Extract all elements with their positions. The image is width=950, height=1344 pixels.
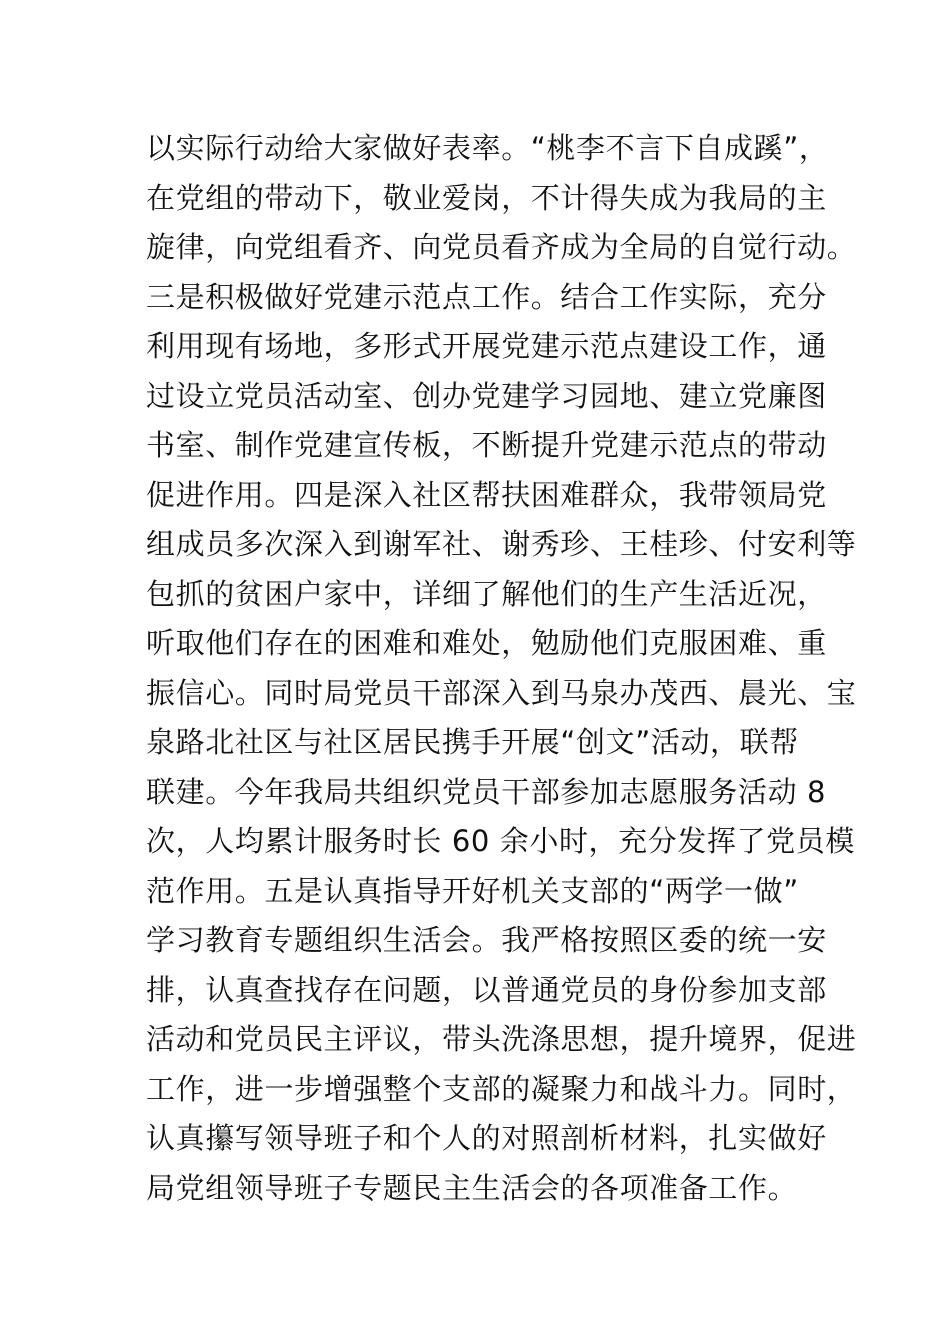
text-line: 范作用。五是认真指导开好机关支部的“两学一做”	[146, 873, 799, 908]
text-line: 排，认真查找存在问题，以普通党员的身份参加支部	[146, 972, 827, 1007]
text-line: 过设立党员活动室、创办党建学习园地、建立党廉图	[146, 378, 827, 413]
text-line: 听取他们存在的困难和难处，勉励他们克服困难、重	[146, 626, 827, 660]
text-line: 旋律，向党组看齐、向党员看齐成为全局的自觉行动。	[146, 230, 857, 264]
text-line: 联建。今年我局共组织党员干部参加志愿服务活动 8	[146, 774, 827, 809]
text-line: 包抓的贫困户家中，详细了解他们的生产生活近况，	[146, 576, 827, 611]
text-line: 以实际行动给大家做好表率。“桃李不言下自成蹊”，	[146, 131, 829, 165]
text-line: 在党组的带动下，敬业爱岗，不计得失成为我局的主	[146, 180, 827, 215]
text-line: 工作，进一步增强整个支部的凝聚力和战斗力。同时，	[146, 1071, 857, 1106]
text-line: 次，人均累计服务时长 60 余小时，充分发挥了党员模	[146, 824, 855, 858]
text-line: 活动和党员民主评议，带头洗涤思想，提升境界，促进	[146, 1022, 857, 1056]
text-line: 振信心。同时局党员干部深入到马泉办茂西、晨光、宝	[146, 675, 857, 710]
text-line: 书室、制作党建宣传板，不断提升党建示范点的带动	[146, 428, 827, 462]
body-text	[146, 124, 857, 1213]
text-line: 局党组领导班子专题民主生活会的各项准备工作。	[146, 1170, 798, 1205]
text-line: 促进作用。四是深入社区帮扶困难群众，我带领局党	[146, 477, 827, 512]
text-line: 三是积极做好党建示范点工作。结合工作实际，充分	[146, 279, 827, 314]
text-line: 泉路北社区与社区居民携手开展“创文”活动，联帮	[146, 725, 799, 759]
text-line: 组成员多次深入到谢军社、谢秀珍、王桂珍、付安利等	[146, 527, 857, 561]
text-line: 利用现有场地，多形式开展党建示范点建设工作，通	[146, 329, 827, 363]
text-line: 认真攥写领导班子和个人的对照剖析材料，扎实做好	[146, 1121, 827, 1155]
text-line: 学习教育专题组织生活会。我严格按照区委的统一安	[146, 923, 827, 957]
